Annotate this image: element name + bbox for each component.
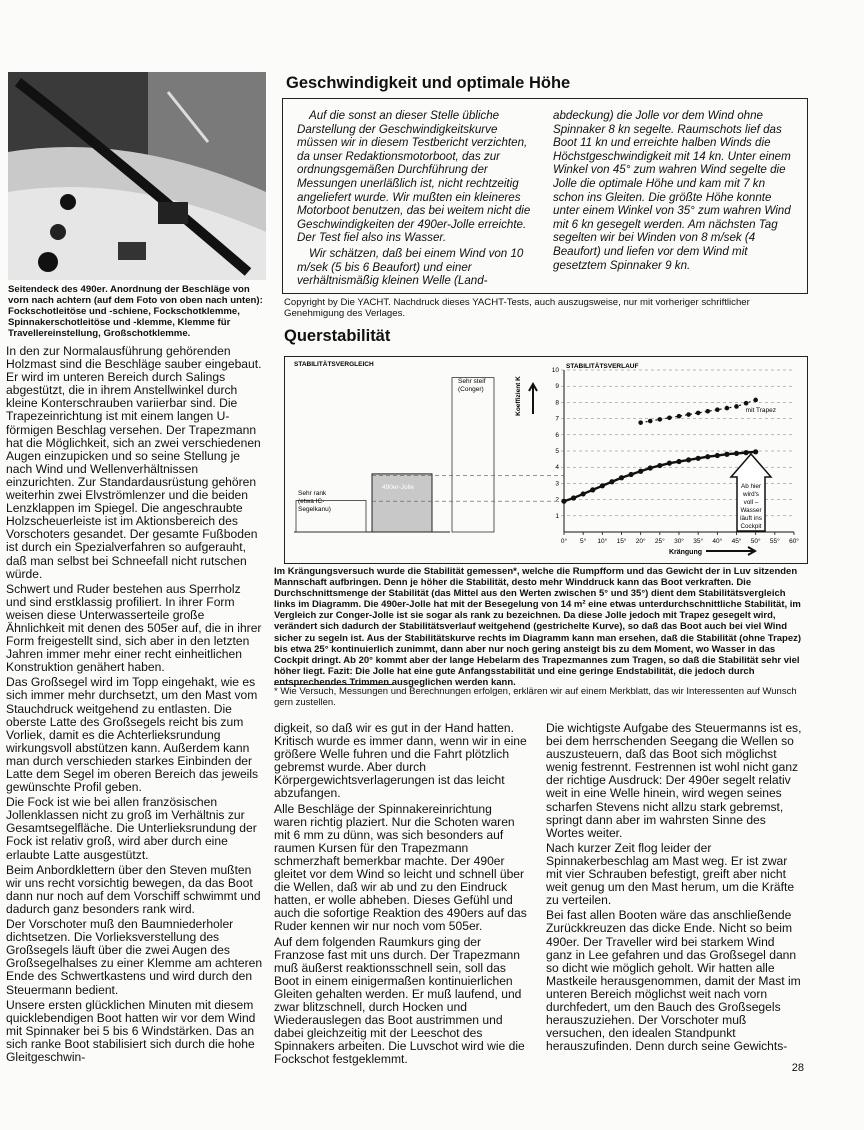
x-tick-label: 50°: [750, 538, 761, 545]
data-point: [581, 491, 586, 496]
course-axes: [372, 367, 799, 545]
data-point: [743, 450, 748, 455]
data-point: [734, 451, 739, 456]
annotation-line: Wasser: [740, 507, 762, 514]
x-tick-label: 5°: [580, 538, 587, 545]
data-point: [676, 459, 681, 464]
middle-column: [274, 722, 528, 1068]
data-point: [658, 417, 663, 422]
y-tick-label: 3: [555, 480, 559, 488]
x-tick-label: 35°: [693, 538, 704, 545]
data-point: [677, 414, 682, 419]
speed-box-paragraph: Auf die sonst an dieser Stelle übliche Darstellung der Geschwindigkeitskurve müssen wir in diesem Testbericht verzichten, da unser Redaktionsmotorboot, das zur ordnungsgemäßen Durchführung der Messungen unerläßlich ist, nicht rechtzeitig angeliefert wurde. Wir mußten ein kleineres Motorboot benutzen, das bei weitem nicht die Geschwindigkeiten der 490er-Jolle erreichte. Der Test fiel also ins Wasser.: [297, 109, 531, 245]
bar-label-jolle: 490er-Jolle: [382, 484, 415, 491]
left-column: [6, 345, 264, 1066]
data-point: [657, 463, 662, 468]
data-point: [571, 495, 576, 500]
x-tick-label: 10°: [597, 538, 608, 545]
photo-caption: Seitendeck des 490er. Anordnung der Beschläge von vorn nach achtern (auf dem Foto von oben nach unten): Fockschotleitöse und -schiene, Fockschotklemme, Spinnakerschotleitöse und -klemme, Klemme für Travellereinstellung, Großschotklemme.: [8, 284, 263, 339]
body-paragraph: Nach kurzer Zeit flog leider der Spinnakerbeschlag am Mast weg. Er ist zwar mit vier Schrauben befestigt, greift aber nicht weit genug um den Mast herum, um die Kräfte zu verteilen.: [546, 840, 795, 908]
bar-label-rank: Sehr rank: [298, 490, 327, 497]
bar-label-rank-sub: Segelkanu): [298, 506, 331, 513]
annotation-line: läuft ins: [740, 515, 762, 522]
chart-caption: Im Krängungsversuch wurde die Stabilität gemessen*, welche die Rumpfform und das Gewicht der in Luv sitzenden Mannschaft aufbringen. Denn je höher die Stabilität, desto mehr Winddruck kann das Boot verkraften. Die Durchschnittsmenge der Stabilität (das Mittel aus den Werten zwischen 5° und 35°) dient dem Stabilitätsvergleich links im Diagramm. Die 490er-Jolle hat mit der Besegelung von 14 m² eine etwas unterdurchschnittliche Stabilität, im Vergleich zur Conger-Jolle ist sie sogar als rank zu bezeichnen. Da diese Jolle jedoch mit Trapez gesegelt wird, verändert sich dadurch der Stabilitätsverlauf weitgehend (gestrichelte Kurve), so daß das Boot auch bei viel Wind sicher zu segeln ist. Aus der Stabilitätskurve rechts im Diagramm kann man ersehen, daß die Stabilität (ohne Trapez) bis etwa 25° kontinuierlich zunimmt, dann aber nur noch gering ansteigt bis zu dem Moment, wo Wasser in das Cockpit dringt. Ab 20° kommt aber der lange Hebelarm des Trapezmannes zum Tragen, so daß die Stabilität sehr viel höher liegt. Fazit: Die Jolle hat eine gute Anfangsstabilität und eine geringe Endstabilität, die jedoch durch entsprechendes Trimmen ausgeglichen werden kann.: [274, 566, 802, 688]
section-title-stability: Querstabilität: [284, 327, 391, 345]
annotation-line: Ab hier: [741, 483, 761, 490]
section-title-speed: Geschwindigkeit und optimale Höhe: [286, 74, 571, 92]
bar-sehr-steif: [452, 378, 494, 532]
body-paragraph: Beim Anbordklettern über den Steven mußten wir uns recht vorsichtig bewegen, da das Boot dann nur noch auf dem Vorschiff schwimmt und dadurch ganz besonders rank wird.: [6, 862, 261, 916]
speed-box-col-1: [297, 109, 537, 290]
sailboat-deck-photo-icon: [8, 72, 266, 280]
chart-title-comparison: STABILITÄTSVERGLEICH: [294, 361, 374, 368]
data-point: [686, 412, 691, 417]
data-point: [619, 475, 624, 480]
y-tick-label: 1: [555, 512, 559, 520]
data-point: [648, 419, 653, 424]
data-point: [628, 472, 633, 477]
data-point: [715, 407, 720, 412]
data-point: [667, 415, 672, 420]
stability-chart: [284, 356, 808, 564]
data-point: [667, 461, 672, 466]
body-paragraph: Die Fock ist wie bei allen französischen Jollenklassen nicht zu groß im Verhältnis zur Gesamtsegelfläche. Die Unterlieksrundung der Fock ist relativ groß, wird aber durch eine erlaubte Latte ausgestützt.: [6, 795, 257, 862]
data-point: [686, 457, 691, 462]
speed-box: [282, 98, 808, 294]
data-point: [744, 401, 749, 406]
body-paragraph: In den zur Normalausführung gehörenden Holzmast sind die Beschläge sauber eingebaut. Er wird im unteren Bereich durch Salings abgestützt, die in ihrem Anstellwinkel durch kleine Konterschrauben variierbar sind. Die Trapezeinrichtung ist mit einem langen U-förmigen Beschlag versehen. Der Trapezmann hat die Möglichkeit, sich an zwei verschiedenen Augen einzupicken und so seine Stellung je nach Wind und Wellenverhältnissen einzurichten. Zur Standardausrüstung gehören weiterhin zwei Elvströmlenzer und die beiden Lenzklappen im Spiegel. Die angeschraubte Holzscheuerleiste ist im Aktionsbereich des Vorschoters gesandet. Der gesamte Fußboden ist durch ein Spezialverfahren so aufgerauht, daß man selbst bei Schneefall nicht rutschen würde.: [6, 344, 262, 581]
data-point: [753, 449, 758, 454]
series-line-ohne-trapez: [564, 452, 756, 501]
y-tick-label: 5: [555, 448, 559, 455]
x-axis-label: Krängung: [668, 549, 702, 556]
x-tick-label: 55°: [769, 538, 780, 545]
bar-label-steif-sub: (Conger): [458, 386, 484, 393]
x-tick-label: 40°: [712, 538, 723, 545]
y-tick-label: 2: [555, 496, 559, 504]
x-tick-label: 45°: [731, 538, 742, 545]
y-tick-label: 8: [555, 399, 559, 407]
body-paragraph: Unsere ersten glücklichen Minuten mit diesem quicklebendigen Boot hatten wir vor dem Wind mit Spinnaker bei 5 bis 6 Windstärken. Das an sich ranke Boot stabilisiert sich durch die hohe Gleitgeschwin-: [6, 997, 256, 1064]
y-axis-label: Koeffizient K: [515, 376, 522, 416]
data-point: [724, 452, 729, 457]
data-point: [638, 469, 643, 474]
data-point: [561, 499, 566, 504]
x-tick-label: 0°: [560, 538, 568, 545]
body-paragraph: Das Großsegel wird im Topp eingehakt, wie es sich immer mehr durchsetzt, um den Mast vom Stauchdruck weitgehend zu entlasten. Die oberste Latte des Großsegels reicht bis zum Vorliek, damit es die Achterlieksrundung wirkungsvoll abstützen kann. Außerdem kann man durch verschieden starkes Einbinden der Latte dem Segel im oberen Bereich das jeweils gewünschte Profil geben.: [6, 675, 259, 795]
footnote: * Wie Versuch, Messungen und Berechnungen erfolgen, erklären wir auf einem Merkblatt, das wir Interessenten auf Wunsch gern zustellen.: [274, 686, 797, 709]
course-series: [561, 398, 758, 504]
data-point: [638, 420, 643, 425]
annotation-line: Cockpit: [740, 523, 762, 530]
speed-box-paragraph: abdeckung) die Jolle vor dem Wind ohne Spinnaker 8 kn segelte. Raumschots lief das Boot 11 kn und erreichte halben Winds die Höchstgeschwindigkeit mit 14 kn. Unter einem Winkel von 45° zum wahren Wind segelte die Jolle die optimale Höhe und kam mit 7 kn schon ins Gleiten. Die größte Höhe konnte unter einem Winkel von 35° zum wahren Wind mit 6 kn gesegelt werden. Am nächsten Tag segelten wir bei Winden von 8 m/sek (4 Beaufort) und liefen vor dem Wind mit gesetztem Spinnaker 9 kn.: [553, 109, 791, 272]
data-point: [590, 487, 595, 492]
body-paragraph: Die wichtigste Aufgabe des Steuermanns ist es, bei dem herrschenden Seegang die Wellen so auszusteuern, daß das Boot sich möglichst wenig festrennt. Festrennen ist wohl nicht ganz der richtige Ausdruck: Der 490er segelt relativ weit in eine Welle hinein, wird wegen seines scharfen Stevens nicht allzu stark gebremst, springt dann aber im wahrsten Sinne des Wortes weiter.: [546, 721, 802, 840]
y-tick-label: 4: [555, 464, 559, 472]
body-paragraph: Der Vorschoter muß den Baumniederholer dichtsetzen. Die Vorlieksverstellung des Großsegels läuft über die zwei Augen des Großsegelhalses zu einer Klemme am achteren Ende des Schwertkastens und wird durch den Steuermann bedient.: [6, 917, 263, 997]
data-point: [734, 404, 739, 409]
body-paragraph: digkeit, so daß wir es gut in der Hand hatten. Kritisch wurde es immer dann, wenn wir in eine größere Welle fuhren und die Fahrt plötzlich gebremst wurde. Aber durch Körpergewichtsverlagerungen ist das leicht abzufangen.: [274, 721, 527, 801]
speed-box-col-2: [553, 109, 793, 274]
x-tick-label: 60°: [789, 538, 799, 545]
data-point: [648, 465, 653, 470]
annotation-line: wird's: [743, 491, 759, 498]
body-paragraph: Auf dem folgenden Raumkurs ging der Franzose fast mit uns durch. Der Trapezmann muß äußerst reaktionsschnell sein, soll das Boot in einem einigermaßen kontinuierlichen Gleiten gehalten werden. Er muß laufend, und zwar blitzschnell, durch Hocken und Wiederauslegen das Boot austrimmen und dabei gleichzeitig mit der Leeschot des Spinnakers arbeiten. Die Luvschot wird wie die Fockschot festgeklemmt.: [274, 934, 525, 1067]
data-point: [609, 479, 614, 484]
body-paragraph: Schwert und Ruder bestehen aus Sperrholz und sind erstklassig profiliert. In ihrer Form weisen diese Unterwasserteile große Ähnlichkeit mit denen des 505er auf, die in ihrer Form freigestellt sind, sich aber in den letzten Jahren immer mehr einer recht einheitlichen Konstruktion genähert haben.: [6, 581, 262, 675]
body-paragraph: Bei fast allen Booten wäre das anschließende Zurückkreuzen das dicke Ende. Nicht so beim 490er. Der Traveller wird bei starkem Wind ganz in Lee gefahren und das Großsegel dann so dicht wie möglich geholt. Wir hatten alle Mastkeile herausgenommen, damit der Mast im unteren Bereich möglichst weit nach vorn durchfedert, um den Bauch des Großsegels herauszuziehen. Der Vorschoter muß versuchen, den idealen Standpunkt herauszufinden. Denn durch seine Gewichts-: [546, 908, 801, 1054]
body-paragraph: Alle Beschläge der Spinnakereinrichtung waren richtig plaziert. Nur die Schoten waren mit 6 mm zu dünn, was sich besonders auf raumen Kursen für den Trapezmann schmerzhaft bemerkbar machte. Der 490er gleitet vor dem Wind so leicht und schnell über die Wellen, daß wir ab und zu den Eindruck hatten, er wolle abheben. Dieses Gefühl und auch die sofortige Reaktion des 490ers auf das Ruder kennen wir nur noch vom 505er.: [274, 801, 527, 934]
page-number: 28: [791, 1062, 804, 1074]
bar-label-rank-sub: (etwa IC-: [298, 498, 325, 505]
data-point: [600, 483, 605, 488]
x-tick-label: 20°: [635, 538, 646, 545]
data-point: [696, 411, 701, 416]
x-axis-arrow-icon: [706, 547, 755, 555]
data-point: [705, 454, 710, 459]
y-tick-label: 7: [555, 415, 559, 423]
y-tick-label: 6: [555, 431, 559, 439]
footnote-rule: [274, 684, 394, 685]
bar-label-steif: Sehr steif: [458, 378, 486, 385]
annotation-line: voll –: [743, 499, 759, 506]
series-label-trapez: mit Trapez: [745, 406, 777, 414]
x-tick-label: 30°: [674, 538, 684, 545]
deck-photo: [8, 72, 266, 280]
right-column: [546, 722, 804, 1055]
data-point: [696, 456, 701, 461]
data-point: [753, 398, 758, 403]
bar-490er-jolle: [372, 474, 432, 532]
data-point: [725, 406, 730, 411]
x-tick-label: 25°: [654, 538, 665, 545]
y-axis-arrow-icon: [529, 384, 537, 414]
speed-box-paragraph: Wir schätzen, daß bei einem Wind von 10 m/sek (5 bis 6 Beaufort) und einer verhältnismäßig kleinen Welle (Land-: [297, 246, 524, 288]
data-point: [715, 453, 720, 458]
y-tick-label: 10: [551, 367, 559, 374]
copyright-note: Copyright by Die YACHT. Nachdruck dieses YACHT-Tests, auch auszugsweise, nur mit vorheriger schriftlicher Genehmigung des Verlages.: [284, 297, 750, 320]
y-tick-label: 9: [555, 383, 559, 391]
data-point: [705, 409, 710, 414]
x-tick-label: 15°: [616, 538, 627, 545]
chart-title-course: STABILITÄTSVERLAUF: [566, 363, 639, 370]
